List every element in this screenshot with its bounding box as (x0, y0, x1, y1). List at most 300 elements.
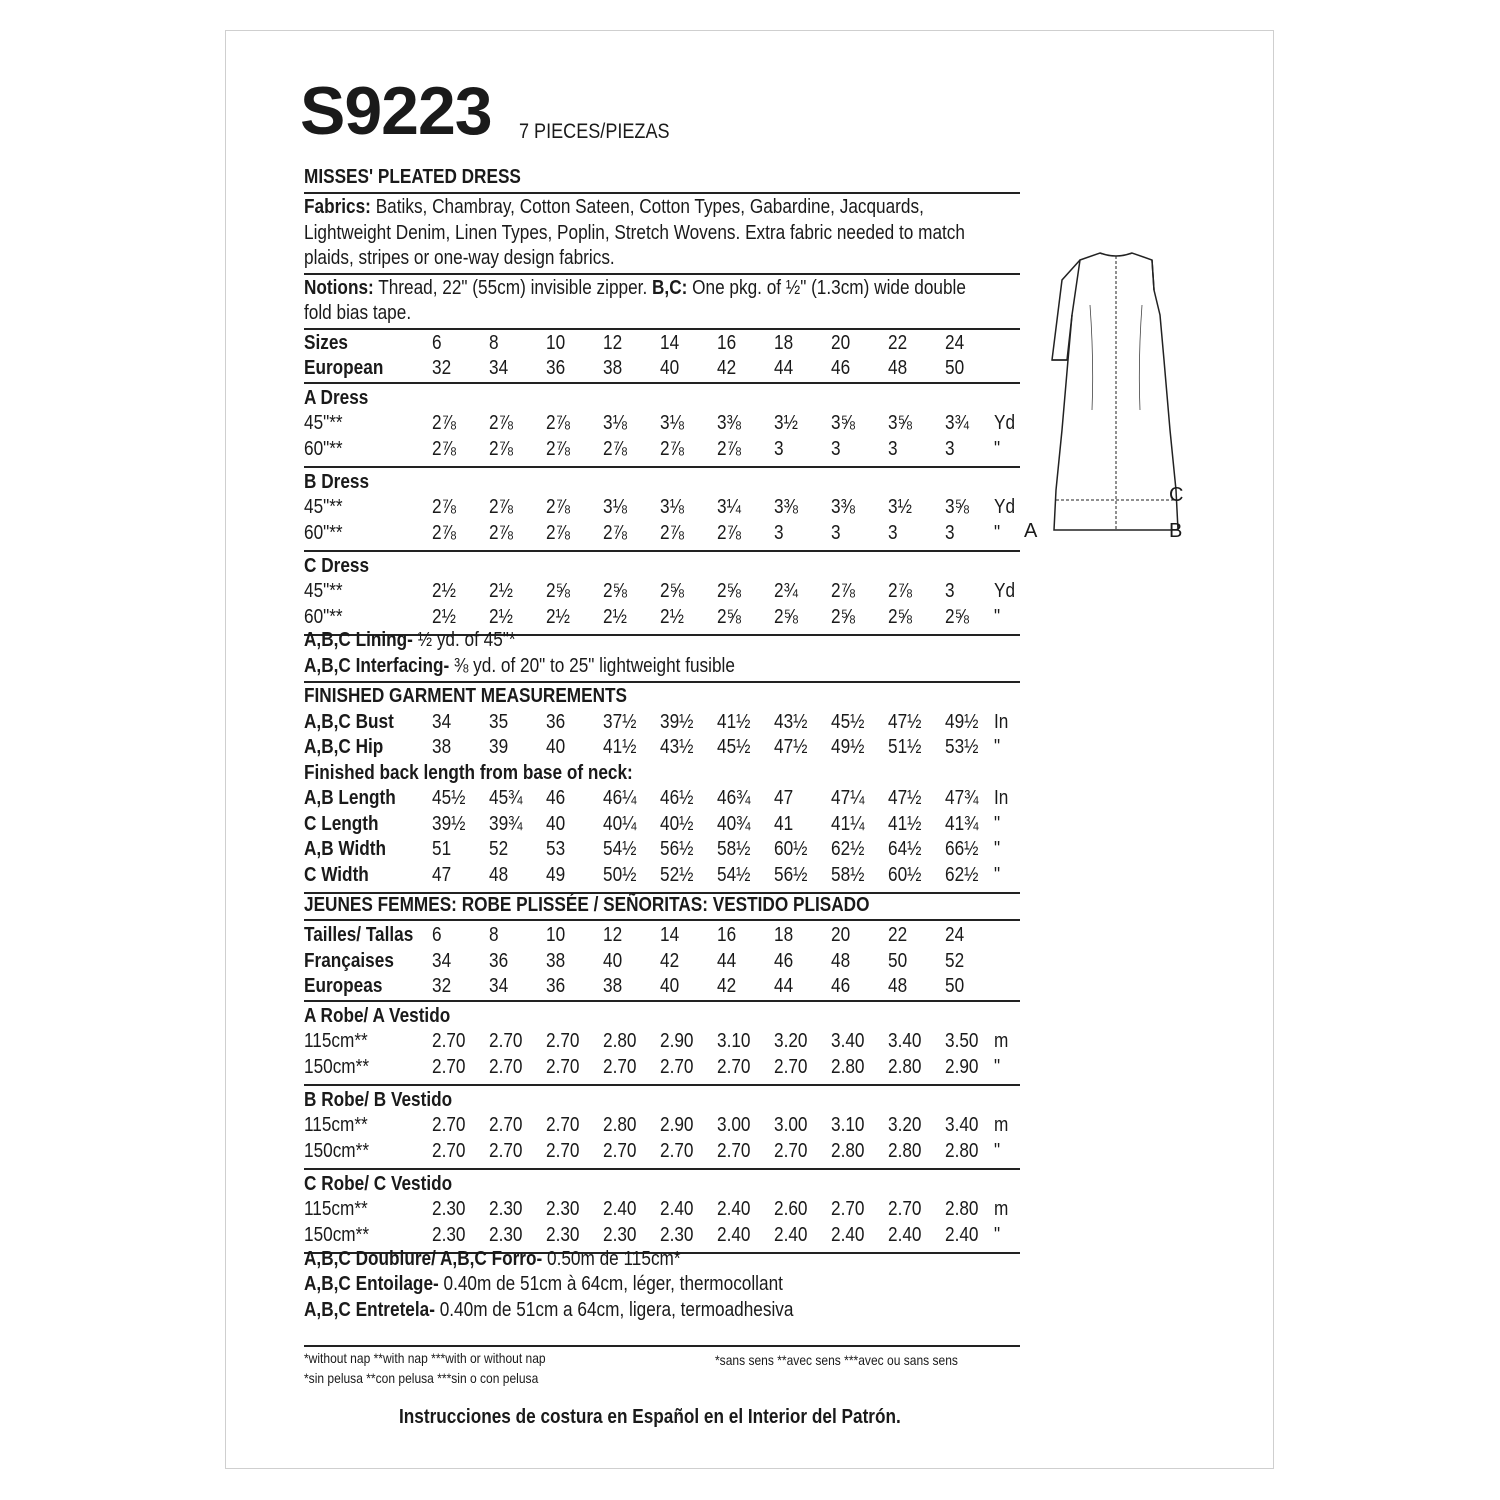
table-cell: 36 (546, 711, 566, 733)
table-cell: 14 (660, 924, 680, 946)
yardage-row (304, 1056, 1020, 1081)
table-cell: 2.70 (546, 1056, 580, 1078)
table-cell: 3¼ (717, 496, 741, 518)
table-cell: 56½ (660, 838, 694, 860)
table-cell: 46 (831, 975, 851, 997)
row-label: 60"** (304, 522, 343, 544)
table-cell: 46 (546, 787, 566, 809)
fabrics-line-2: Lightweight Denim, Linen Types, Poplin, Stretch Wovens. Extra fabric needed to match (304, 222, 965, 244)
row-label: C Robe/ C Vestido (304, 1173, 453, 1195)
table-cell: 43½ (660, 736, 694, 758)
table-cell: 2⅞ (603, 438, 627, 460)
table-cell: 3 (831, 522, 841, 544)
lining-line (304, 629, 516, 652)
table-cell: 2.70 (432, 1140, 466, 1162)
table-cell: 38 (546, 950, 566, 972)
table-cell: 2.70 (546, 1114, 580, 1136)
entretela-line (304, 1299, 793, 1322)
table-cell: 10 (546, 924, 566, 946)
notions-text-1c: One pkg. of ½" (1.3cm) wide double (692, 277, 966, 299)
table-cell: 2½ (489, 606, 513, 628)
table-cell: 2.70 (717, 1140, 751, 1162)
table-cell: 2.70 (774, 1140, 808, 1162)
view-heading (304, 1089, 1020, 1114)
table-cell: 45½ (717, 736, 751, 758)
fabrics-line-1 (304, 196, 924, 219)
table-cell: 32 (432, 975, 452, 997)
table-cell: 40 (546, 812, 566, 835)
view-label-c: C (1169, 484, 1184, 506)
table-cell: 40½ (660, 812, 694, 835)
table-cell: 42 (717, 357, 737, 379)
table-cell: 2⅞ (717, 438, 741, 460)
table-cell: 2.70 (888, 1198, 922, 1220)
notions-label: Notions: (304, 277, 374, 299)
table-cell: 3 (831, 438, 841, 460)
row-label: Tailles/ Tallas (304, 924, 414, 946)
table-cell: 38 (432, 736, 452, 758)
row-label: FINISHED GARMENT MEASUREMENTS (304, 685, 627, 707)
table-cell: 53½ (945, 736, 979, 758)
table-cell: 2⅝ (888, 606, 912, 628)
table-cell: 2.40 (660, 1198, 694, 1220)
table-cell: 2.30 (603, 1224, 637, 1246)
row-label: C Length (304, 812, 379, 835)
table-cell: 50 (888, 950, 908, 972)
table-cell: 2.70 (603, 1140, 637, 1162)
table-cell: 12 (603, 924, 623, 946)
row-label: A,B,C Bust (304, 711, 394, 733)
text-label: A,B,C Interfacing- (304, 655, 450, 677)
table-cell: 49½ (945, 711, 979, 733)
europeas-row (304, 975, 1020, 1000)
table-cell: 56½ (774, 863, 808, 886)
pattern-number: S9223 (300, 73, 492, 149)
divider (304, 919, 1020, 921)
text-label: A,B,C Lining- (304, 629, 413, 651)
table-cell: 3 (945, 580, 955, 602)
divider (304, 192, 1020, 194)
table-cell: 41¼ (831, 812, 865, 835)
table-cell: 2.70 (489, 1030, 523, 1052)
table-cell: 47½ (888, 787, 922, 809)
table-cell: 2.70 (660, 1056, 694, 1078)
table-cell: 44 (774, 975, 794, 997)
unit-label: m (994, 1030, 1009, 1052)
table-cell: 2.70 (717, 1056, 751, 1078)
view-heading (304, 1173, 1020, 1198)
table-cell: 2½ (432, 580, 456, 602)
table-cell: 2.30 (546, 1224, 580, 1246)
divider (304, 1168, 1020, 1170)
table-cell: 37½ (603, 711, 637, 733)
table-cell: 39½ (660, 711, 694, 733)
table-cell: 3¾ (945, 412, 969, 434)
view-heading (304, 387, 1020, 412)
divider (304, 681, 1020, 683)
unit-label: " (994, 1140, 1001, 1162)
unit-label: m (994, 1198, 1009, 1220)
table-cell: 51½ (888, 736, 922, 758)
notions-text-1a: Thread, 22" (55cm) invisible zipper. (378, 277, 648, 299)
interfacing-line (304, 655, 735, 678)
back-length-heading (304, 762, 1020, 787)
table-cell: 2.60 (774, 1198, 808, 1220)
table-cell: 2⅞ (546, 496, 570, 518)
divider (304, 466, 1020, 468)
table-cell: 3 (774, 438, 784, 460)
table-cell: 52 (489, 838, 509, 860)
table-cell: 49½ (831, 736, 865, 758)
table-cell: 3.40 (831, 1030, 865, 1052)
table-cell: 2⅝ (945, 606, 969, 628)
divider (304, 550, 1020, 552)
table-cell: 2.80 (945, 1198, 979, 1220)
table-cell: 2.80 (603, 1030, 637, 1052)
table-cell: 2.70 (603, 1056, 637, 1078)
table-cell: 62½ (831, 838, 865, 860)
yardage-row (304, 496, 1020, 521)
table-cell: 18 (774, 924, 794, 946)
table-cell: 52½ (660, 863, 694, 886)
table-cell: 50 (945, 357, 965, 379)
table-cell: 2⅞ (432, 496, 456, 518)
yardage-row (304, 1114, 1020, 1139)
table-cell: 39½ (432, 812, 466, 835)
unit-label: m (994, 1114, 1009, 1136)
yardage-row (304, 522, 1020, 547)
francaises-row (304, 950, 1020, 975)
row-label: European (304, 357, 384, 379)
table-cell: 2.30 (489, 1198, 523, 1220)
footnote-english: *without nap **with nap ***with or without nap (304, 1350, 546, 1366)
table-cell: 2⅞ (489, 412, 513, 434)
table-cell: 8 (489, 924, 499, 946)
table-cell: 40¼ (603, 812, 637, 835)
yardage-row (304, 1224, 1020, 1249)
table-cell: 2.90 (660, 1030, 694, 1052)
table-cell: 3⅛ (660, 496, 684, 518)
table-cell: 3.10 (717, 1030, 751, 1052)
unit-label: " (994, 736, 1001, 758)
entoilage-line (304, 1273, 783, 1296)
table-cell: 2⅞ (831, 580, 855, 602)
table-cell: 2⅞ (660, 522, 684, 544)
table-cell: 43½ (774, 711, 808, 733)
table-cell: 39¾ (489, 812, 523, 835)
table-cell: 2.30 (546, 1198, 580, 1220)
table-cell: 2½ (546, 606, 570, 628)
table-cell: 52 (945, 950, 965, 972)
yardage-row (304, 1030, 1020, 1055)
table-cell: 44 (717, 950, 737, 972)
table-cell: 47¾ (945, 787, 979, 809)
divider (304, 1084, 1020, 1086)
table-cell: 2.30 (432, 1198, 466, 1220)
table-cell: 53 (546, 838, 566, 860)
table-cell: 44 (774, 357, 794, 379)
footnote-french: *sans sens **avec sens ***avec ou sans sens (715, 1352, 958, 1368)
table-cell: 2.30 (489, 1224, 523, 1246)
table-cell: 54½ (603, 838, 637, 860)
row-label: 45"** (304, 412, 343, 434)
table-cell: 3.20 (888, 1114, 922, 1136)
spanish-instructions-note: Instrucciones de costura en Español en el Interior del Patrón. (399, 1406, 901, 1428)
table-cell: 2.40 (603, 1198, 637, 1220)
table-cell: 2.40 (717, 1198, 751, 1220)
table-cell: 34 (489, 357, 509, 379)
table-cell: 3⅜ (831, 496, 855, 518)
table-cell: 2⅞ (660, 438, 684, 460)
table-cell: 3 (774, 522, 784, 544)
unit-label: In (994, 711, 1009, 733)
row-label: C Dress (304, 555, 370, 577)
text-value: 0.40m de 51cm à 64cm, léger, thermocollant (438, 1273, 783, 1295)
row-label: B Robe/ B Vestido (304, 1089, 453, 1111)
table-cell: 2⅞ (888, 580, 912, 602)
table-cell: 50½ (603, 863, 637, 886)
table-cell: 2⅞ (432, 438, 456, 460)
unit-label: Yd (994, 580, 1016, 602)
table-cell: 12 (603, 332, 623, 354)
sizes-row (304, 332, 1020, 357)
view-label-a: A (1024, 520, 1038, 542)
table-cell: 16 (717, 332, 737, 354)
measurement-row (304, 711, 1020, 736)
table-cell: 3 (888, 438, 898, 460)
row-label: Finished back length from base of neck: (304, 762, 633, 784)
table-cell: 2.80 (888, 1140, 922, 1162)
table-cell: 47½ (774, 736, 808, 758)
table-cell: 41½ (888, 812, 922, 835)
table-cell: 35 (489, 711, 509, 733)
divider (304, 273, 1020, 275)
row-label: C Width (304, 863, 369, 886)
row-label: 150cm** (304, 1140, 370, 1162)
table-cell: 2⅞ (432, 412, 456, 434)
row-label: 115cm** (304, 1114, 368, 1136)
table-cell: 46 (774, 950, 794, 972)
table-cell: 3 (888, 522, 898, 544)
unit-label: Yd (994, 496, 1016, 518)
table-cell: 51 (432, 838, 452, 860)
unit-label: " (994, 606, 1001, 628)
table-cell: 3⅜ (717, 412, 741, 434)
table-cell: 36 (546, 357, 566, 379)
measurement-row (304, 787, 1020, 812)
text-value: 0.40m de 51cm a 64cm, ligera, termoadhesiva (434, 1299, 794, 1321)
table-cell: 2.70 (432, 1030, 466, 1052)
divider (304, 1345, 1020, 1347)
yardage-row (304, 580, 1020, 605)
yardage-row (304, 1140, 1020, 1165)
table-cell: 2⅞ (546, 412, 570, 434)
table-cell: 2.70 (546, 1140, 580, 1162)
table-cell: 3⅝ (888, 412, 912, 434)
table-cell: 38 (603, 357, 623, 379)
measurements-heading (304, 685, 1020, 710)
divider (304, 1000, 1020, 1002)
table-cell: 46½ (660, 787, 694, 809)
table-cell: 60½ (774, 838, 808, 860)
table-cell: 2⅞ (432, 522, 456, 544)
table-cell: 2.80 (831, 1140, 865, 1162)
table-cell: 2.70 (489, 1140, 523, 1162)
table-cell: 38 (603, 975, 623, 997)
table-cell: 40¾ (717, 812, 751, 835)
table-cell: 3½ (888, 496, 912, 518)
row-label: Sizes (304, 332, 348, 354)
row-label: 45"** (304, 496, 343, 518)
table-cell: 18 (774, 332, 794, 354)
table-cell: 47¼ (831, 787, 865, 809)
table-cell: 45½ (432, 787, 466, 809)
dress-back-view-drawing (1040, 250, 1183, 550)
table-cell: 2.70 (489, 1056, 523, 1078)
table-cell: 2⅝ (717, 606, 741, 628)
table-cell: 8 (489, 332, 499, 354)
row-label: 115cm** (304, 1030, 368, 1052)
table-cell: 24 (945, 332, 965, 354)
table-cell: 2.70 (432, 1114, 466, 1136)
table-cell: 3.20 (774, 1030, 808, 1052)
table-cell: 3⅛ (603, 412, 627, 434)
table-cell: 46 (831, 357, 851, 379)
row-label: A,B,C Hip (304, 736, 384, 758)
table-cell: 2.90 (660, 1114, 694, 1136)
table-cell: 42 (717, 975, 737, 997)
table-cell: 42 (660, 950, 680, 972)
table-cell: 2½ (489, 580, 513, 602)
table-cell: 46¾ (717, 787, 751, 809)
table-cell: 54½ (717, 863, 751, 886)
table-cell: 34 (432, 950, 452, 972)
row-label: 60"** (304, 438, 343, 460)
table-cell: 2½ (660, 606, 684, 628)
table-cell: 50 (945, 975, 965, 997)
table-cell: 2.40 (945, 1224, 979, 1246)
table-cell: 58½ (831, 863, 865, 886)
table-cell: 41 (774, 812, 794, 835)
table-cell: 2⅝ (546, 580, 570, 602)
doublure-line (304, 1248, 681, 1271)
table-cell: 2⅞ (489, 438, 513, 460)
table-cell: 2⅝ (774, 606, 798, 628)
table-cell: 2⅝ (660, 580, 684, 602)
table-cell: 2.80 (603, 1114, 637, 1136)
yardage-row (304, 412, 1020, 437)
table-cell: 47½ (888, 711, 922, 733)
unit-label: " (994, 863, 1001, 886)
divider (304, 328, 1020, 330)
european-sizes-row (304, 357, 1020, 382)
table-cell: 2⅞ (546, 438, 570, 460)
divider (304, 382, 1020, 384)
row-label: A Robe/ A Vestido (304, 1005, 451, 1027)
table-cell: 48 (831, 950, 851, 972)
unit-label: " (994, 838, 1001, 860)
piece-count: 7 PIECES/PIEZAS (519, 120, 670, 143)
unit-label: Yd (994, 412, 1016, 434)
table-cell: 2⅝ (831, 606, 855, 628)
yardage-row (304, 438, 1020, 463)
table-cell: 2¾ (774, 580, 798, 602)
text-label: A,B,C Entretela- (304, 1299, 435, 1321)
unit-label: In (994, 787, 1009, 809)
table-cell: 2⅞ (717, 522, 741, 544)
table-cell: 36 (546, 975, 566, 997)
table-cell: 2.70 (489, 1114, 523, 1136)
table-cell: 40 (660, 975, 680, 997)
table-cell: 48 (888, 975, 908, 997)
fabrics-label: Fabrics: (304, 196, 371, 218)
text-value: ⅜ yd. of 20" to 25" lightweight fusible (449, 655, 735, 677)
table-cell: 2.30 (432, 1224, 466, 1246)
table-cell: 20 (831, 924, 851, 946)
table-cell: 45¾ (489, 787, 523, 809)
row-label: 60"** (304, 606, 343, 628)
table-cell: 2⅝ (717, 580, 741, 602)
table-cell: 3.50 (945, 1030, 979, 1052)
table-cell: 2.90 (945, 1056, 979, 1078)
row-label: 150cm** (304, 1224, 370, 1246)
table-cell: 22 (888, 924, 908, 946)
measurement-row (304, 838, 1020, 863)
table-cell: 14 (660, 332, 680, 354)
table-cell: 3⅜ (774, 496, 798, 518)
table-cell: 2.40 (774, 1224, 808, 1246)
notions-line-1 (304, 277, 966, 300)
table-cell: 2.80 (945, 1140, 979, 1162)
table-cell: 39 (489, 736, 509, 758)
table-cell: 40 (546, 736, 566, 758)
measurement-row (304, 864, 1020, 889)
metric-title (304, 894, 1020, 919)
table-cell: 62½ (945, 863, 979, 886)
row-label: 150cm** (304, 1056, 370, 1078)
row-label: A,B Length (304, 787, 396, 809)
table-cell: 45½ (831, 711, 865, 733)
table-cell: 3 (945, 438, 955, 460)
row-label: JEUNES FEMMES: ROBE PLISSÉE / SEÑORITAS: VESTIDO PLISADO (304, 894, 870, 916)
table-cell: 48 (489, 863, 509, 886)
table-cell: 2⅝ (603, 580, 627, 602)
table-cell: 41¾ (945, 812, 979, 835)
table-cell: 46¼ (603, 787, 637, 809)
view-heading (304, 471, 1020, 496)
text-value: 0.50m de 115cm* (542, 1248, 681, 1270)
table-cell: 64½ (888, 838, 922, 860)
table-cell: 3⅝ (945, 496, 969, 518)
table-cell: 2.40 (717, 1224, 751, 1246)
row-label: A Dress (304, 387, 369, 409)
table-cell: 3.10 (831, 1114, 865, 1136)
table-cell: 34 (432, 711, 452, 733)
row-label: A,B Width (304, 838, 387, 860)
row-label: 115cm** (304, 1198, 368, 1220)
table-cell: 2.40 (831, 1224, 865, 1246)
table-cell: 2.80 (888, 1056, 922, 1078)
table-cell: 3⅛ (603, 496, 627, 518)
view-heading (304, 1005, 1020, 1030)
table-cell: 2.30 (660, 1224, 694, 1246)
table-cell: 6 (432, 924, 442, 946)
measurement-row (304, 736, 1020, 761)
table-cell: 22 (888, 332, 908, 354)
yardage-row (304, 1198, 1020, 1223)
measurement-row (304, 813, 1020, 838)
table-cell: 41½ (603, 736, 637, 758)
